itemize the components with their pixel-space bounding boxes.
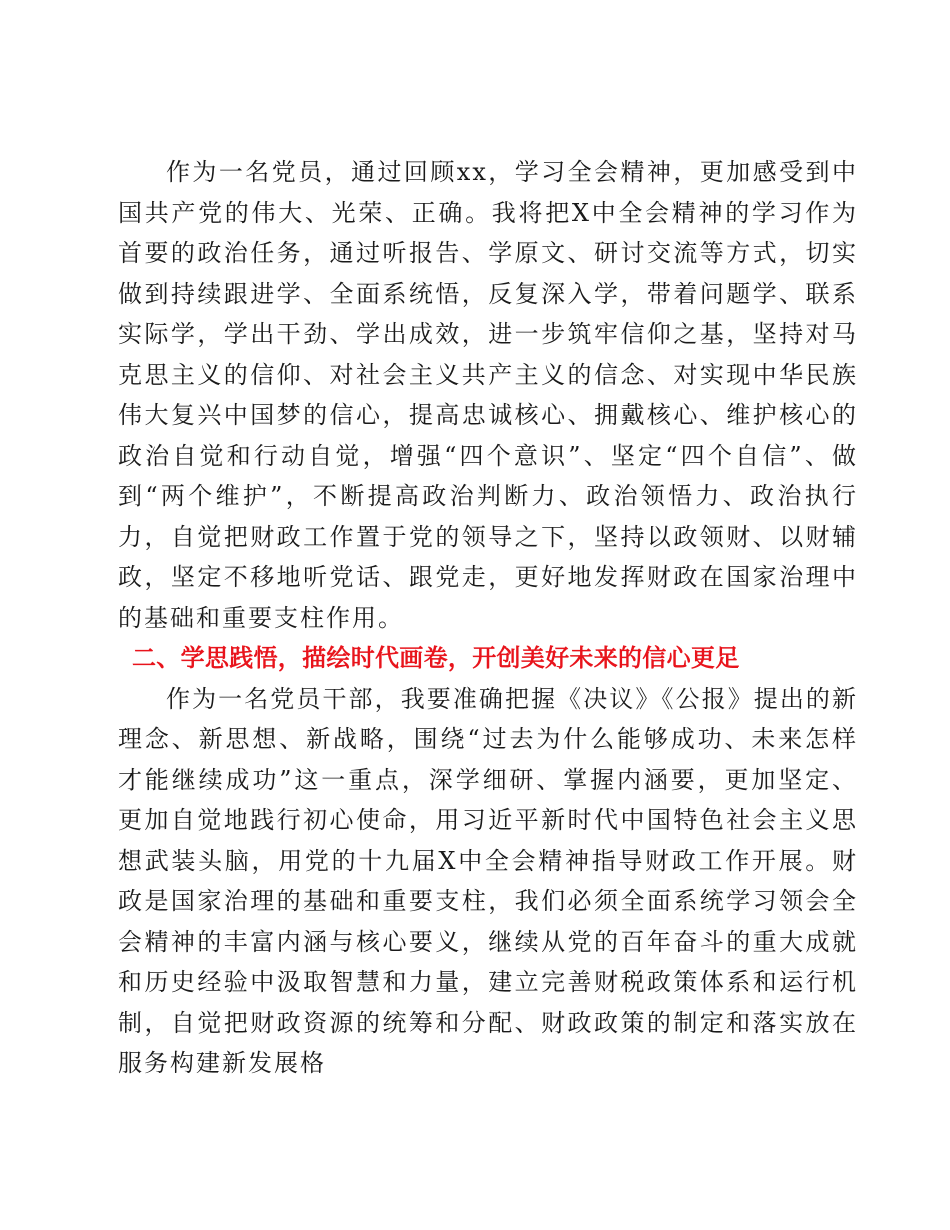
section-heading-2: 二、学思践悟，描绘时代画卷，开创美好未来的信心更足 <box>132 644 740 672</box>
body-paragraph-2: 作为一名党员干部，我要准确把握《决议》《公报》提出的新理念、新思想、新战略，围绕“过去为什么能够成功、未来怎样才能继续成功”这一重点，深学细研、掌握内涵要，更加坚定、更加自觉地践行初心使命，用习近平新时代中国特色社会主义思想武装头脑，用党的十九届X中全会精神指导财政工作开展。财政是国家治理的基础和重要支柱，我们必须全面系统学习领会全会精神的丰富内涵与核心要义，继续从党的百年奋斗的重大成就和历史经验中汲取智慧和力量，建立完善财税政策体系和运行机制，自觉把财政资源的统筹和分配、财政政策的制定和落实放在服务构建新发展格 <box>118 684 858 1077</box>
document-body <box>118 152 858 1084</box>
body-paragraph-1: 作为一名党员，通过回顾xx，学习全会精神，更加感受到中国共产党的伟大、光荣、正确。我将把X中全会精神的学习作为首要的政治任务，通过听报告、学原文、研讨交流等方式，切实做到持续跟进学、全面系统悟，反复深入学，带着问题学、联系实际学，学出干劲、学出成效，进一步筑牢信仰之基，坚持对马克思主义的信仰、对社会主义共产主义的信念、对实现中华民族伟大复兴中国梦的信心，提高忠诚核心、拥戴核心、维护核心的政治自觉和行动自觉，增强“四个意识”、坚定“四个自信”、做到“两个维护”，不断提高政治判断力、政治领悟力、政治执行力，自觉把财政工作置于党的领导之下，坚持以政领财、以财辅政，坚定不移地听党话、跟党走，更好地发挥财政在国家治理中的基础和重要支柱作用。 <box>118 158 858 632</box>
